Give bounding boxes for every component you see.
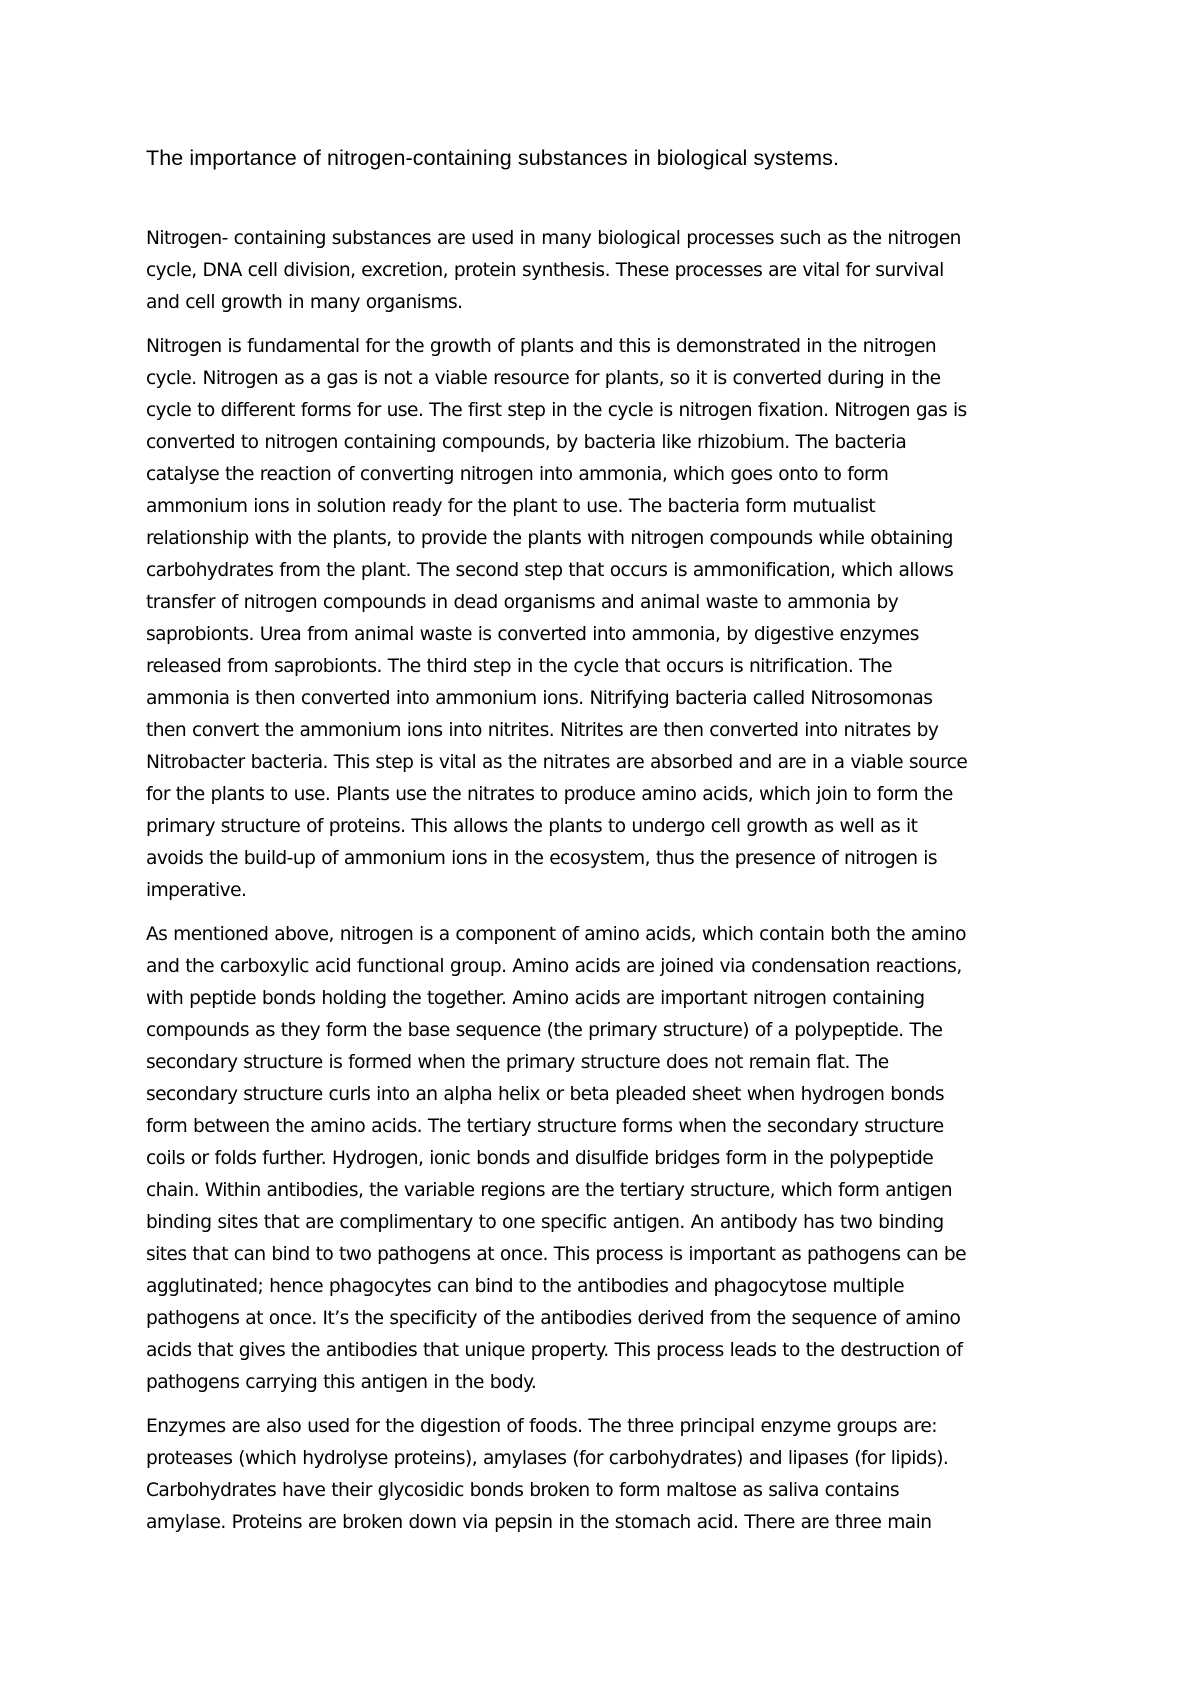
paragraph-2 [146,331,1086,907]
text-line: cycle to different forms for use. The first step in the cycle is nitrogen fixation. Nitrogen gas is [146,400,967,421]
text-line: cycle, DNA cell division, excretion, protein synthesis. These processes are vital for survival [146,260,944,281]
text-line: compounds as they form the base sequence (the primary structure) of a polypeptide. The [146,1020,943,1041]
text-line: Nitrobacter bacteria. This step is vital as the nitrates are absorbed and are in a viable source [146,752,968,773]
text-line: catalyse the reaction of converting nitrogen into ammonia, which goes onto to form [146,464,889,485]
text-line: As mentioned above, nitrogen is a component of amino acids, which contain both the amino [146,924,966,945]
document-title: The importance of nitrogen-containing substances in biological systems. [146,146,840,170]
text-line: imperative. [146,880,247,901]
text-line: acids that gives the antibodies that unique property. This process leads to the destruction of [146,1340,963,1361]
text-line: and cell growth in many organisms. [146,292,463,313]
text-line: secondary structure curls into an alpha helix or beta pleaded sheet when hydrogen bonds [146,1084,944,1105]
paragraph-4 [146,1411,1086,1539]
text-line: secondary structure is formed when the primary structure does not remain flat. The [146,1052,889,1073]
text-line: for the plants to use. Plants use the nitrates to produce amino acids, which join to form the [146,784,953,805]
text-line: ammonia is then converted into ammonium ions. Nitrifying bacteria called Nitrosomonas [146,688,933,709]
text-line: chain. Within antibodies, the variable regions are the tertiary structure, which form antigen [146,1180,952,1201]
text-line: saprobionts. Urea from animal waste is converted into ammonia, by digestive enzymes [146,624,919,645]
text-line: Nitrogen is fundamental for the growth of plants and this is demonstrated in the nitrogen [146,336,937,357]
text-line: ammonium ions in solution ready for the plant to use. The bacteria form mutualist [146,496,876,517]
text-line: transfer of nitrogen compounds in dead organisms and animal waste to ammonia by [146,592,899,613]
document-body [146,223,1086,1551]
text-line: released from saprobionts. The third step in the cycle that occurs is nitrification. The [146,656,893,677]
text-line: avoids the build-up of ammonium ions in the ecosystem, thus the presence of nitrogen is [146,848,938,869]
text-line: Nitrogen- containing substances are used in many biological processes such as the nitrogen [146,228,961,249]
text-line: coils or folds further. Hydrogen, ionic bonds and disulfide bridges form in the polypeptide [146,1148,934,1169]
text-line: then convert the ammonium ions into nitrites. Nitrites are then converted into nitrates by [146,720,939,741]
text-line: Enzymes are also used for the digestion of foods. The three principal enzyme groups are: [146,1416,937,1437]
text-line: agglutinated; hence phagocytes can bind to the antibodies and phagocytose multiple [146,1276,904,1297]
text-line: carbohydrates from the plant. The second step that occurs is ammonification, which allows [146,560,954,581]
text-line: with peptide bonds holding the together. Amino acids are important nitrogen containing [146,988,925,1009]
text-line: Carbohydrates have their glycosidic bonds broken to form maltose as saliva contains [146,1480,899,1501]
text-line: form between the amino acids. The tertiary structure forms when the secondary structure [146,1116,944,1137]
text-line: and the carboxylic acid functional group. Amino acids are joined via condensation reactions, [146,956,962,977]
text-line: primary structure of proteins. This allows the plants to undergo cell growth as well as it [146,816,918,837]
text-line: sites that can bind to two pathogens at once. This process is important as pathogens can be [146,1244,967,1265]
text-line: converted to nitrogen containing compounds, by bacteria like rhizobium. The bacteria [146,432,907,453]
text-line: proteases (which hydrolyse proteins), amylases (for carbohydrates) and lipases (for lipids). [146,1448,949,1469]
text-line: cycle. Nitrogen as a gas is not a viable resource for plants, so it is converted during in the [146,368,941,389]
text-line: binding sites that are complimentary to one specific antigen. An antibody has two binding [146,1212,944,1233]
text-line: pathogens at once. It’s the specificity of the antibodies derived from the sequence of amino [146,1308,961,1329]
text-line: pathogens carrying this antigen in the body. [146,1372,537,1393]
paragraph-3 [146,919,1086,1399]
text-line: amylase. Proteins are broken down via pepsin in the stomach acid. There are three main [146,1512,932,1533]
text-line: relationship with the plants, to provide the plants with nitrogen compounds while obtaining [146,528,953,549]
paragraph-1 [146,223,1086,319]
